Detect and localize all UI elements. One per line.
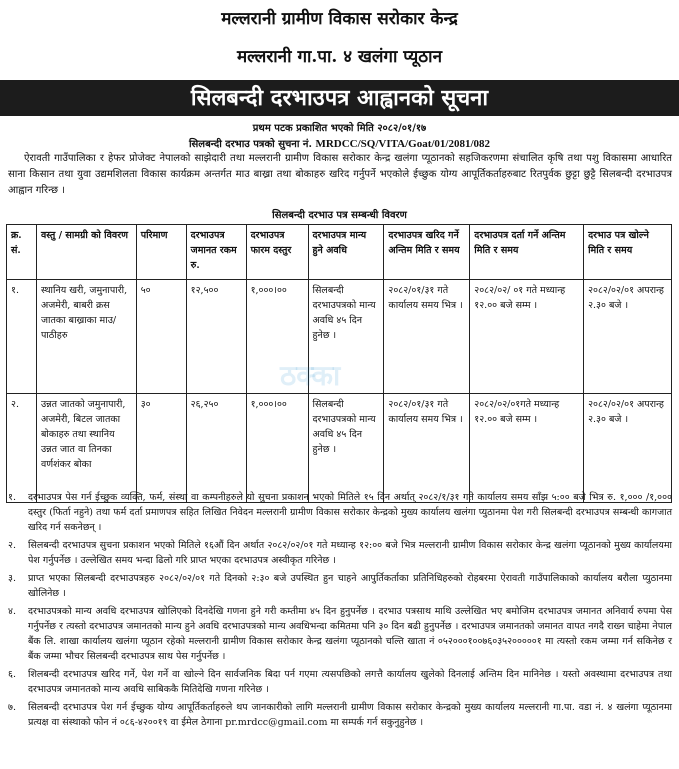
header-bid-bond: दरभाउपत्र जमानत रकम रु.: [186, 225, 246, 280]
notice-title-banner: सिलबन्दी दरभाउपत्र आह्वानको सूचना: [0, 80, 679, 116]
header-item: वस्तु / सामग्री को विवरण: [36, 225, 136, 280]
cell-opening-date: २०८२/०२/०१ अपरान्ह २.३० बजे ।: [584, 394, 672, 503]
note-number: ३.: [8, 573, 16, 584]
table-title: सिलबन्दी दरभाउ पत्र सम्बन्धी विवरण: [272, 210, 407, 221]
cell-form-fee: १,०००।००: [246, 394, 308, 503]
note-text: सिलबन्दी दरभाउपत्र सुचना प्रकाशन भएको मितिले १६औं दिन अर्थात २०८२/०२/०१ गते मध्यान्ह १२:०० बजे भित्र मल्लरानी ग्रामीण विकास सरोकार केन्द्र खलंगा प्यूठानको मुख्य कार्यालयमा पेश गर्नुपर्नेछ । उल्लेखित समय भन्दा ढिलो गरि प्राप्त भएका दरभाउपत्र अस्वीकृत गरिनेछ ।: [28, 540, 672, 566]
note-text: दरभाउपत्रको मान्य अवधि दरभाउपत्र खोलिएको दिनदेखि गणना हुने गरी कम्तीमा ४५ दिन हुनुपर्नेछ । दरभाउ पत्रसाथ माथि उल्लेखित भए बमोजिम दरभाउपत्र जमानत अनिवार्य रुपमा पेस गर्नुपर्नेछ र त्यस्तो दरभाउपत्र जमानतको मान्य हुने अवधि दरभाउपत्रको मान्य अवधिभन्दा कमितमा पनि ३० दिन बढी हुनुपर्नेछ । दरभाउपत्र जमानतको जमानत वापत नगदै राख्न चाहेमा नेपाल बैंक लि. शाखा कार्यालय खलंगा प्यूठान रहेको मल्लरानी ग्रामीण विकास सरोकार केन्द्र खलंगा प्यूठानको चल्ति खाता नं ०५२०००१००७६०३५२०००००१ मा त्यस्तो रकम जम्मा गर्न सकिनेछ र बैंक जम्मा भौचर सिलबन्दी दरभाउपत्र साथ पेस गर्नुपर्नेछ ।: [28, 606, 672, 662]
header-form-fee: दरभाउपत्र फारम दस्तुर: [246, 225, 308, 280]
cell-form-fee: १,०००।००: [246, 280, 308, 394]
cell-purchase-deadline: २०८२/०१/३१ गते कार्यालय समय भित्र ।: [384, 280, 470, 394]
cell-submission-deadline: २०८२/०२/०१गते मध्यान्ह १२.०० बजे सम्म ।: [470, 394, 584, 503]
cell-quantity: ३०: [136, 394, 186, 503]
list-item: [8, 700, 672, 730]
cell-purchase-deadline: २०८२/०१/३१ गते कार्यालय समय भित्र ।: [384, 394, 470, 503]
cell-validity: सिलबन्दी दरभाउपत्रको मान्य अवधि ४५ दिन हुनेछ ।: [308, 394, 384, 503]
header-purchase-deadline: दरभाउपत्र खरिद गर्ने अन्तिम मिति र समय: [384, 225, 470, 280]
table-row: [7, 394, 672, 503]
organization-address: मल्लरानी गा.पा. ४ खलंगा प्यूठान: [236, 47, 443, 67]
note-text: शिलबन्दी दरभाउपत्र खरिद गर्ने, पेश गर्ने वा खोल्ने दिन सार्वजनिक बिदा पर्न गएमा त्यसपछिको लगत्तै कार्यालय खुलेको दिनलाई अन्तिम दिन मानिनेछ । यस्तो अवस्थामा दरभाउपत्र तथा दरभाउपत्र जमानतको मान्य अवधि साबिककै मितिदेखि गणना गरिनेछ ।: [28, 669, 672, 695]
reference-code: MRDCC/SQ/VITA/Goat/01/2081/082: [315, 138, 491, 150]
cell-item: स्थानिय खरी, जमुनापारी, अजमेरी, बाबरी क्रस जातका बाख्राका माउ/पाठीहरु: [36, 280, 136, 394]
list-item: [8, 571, 672, 601]
watermark-text: ठक्का: [280, 359, 341, 392]
cell-quantity: ५०: [136, 280, 186, 394]
cell-submission-deadline: २०८२/०२/ ०१ गते मध्यान्ह १२.०० बजे सम्म ।: [470, 280, 584, 394]
organization-name: मल्लरानी ग्रामीण विकास सरोकार केन्द्र: [221, 9, 458, 29]
publication-date: प्रथम पटक प्रकाशित भएको मिति २०८२/०१/१७: [252, 123, 427, 134]
cell-bid-bond: १२,५००: [186, 280, 246, 394]
note-text: सिलबन्दी दरभाउपत्र पेश गर्न ईच्छुक योग्य आपूर्तिकर्ताहरुले थप जानकारीको लागि मल्लरानी ग्रामीण विकास सरोकार केन्द्रको मुख्य कार्यालय मल्लरानी गा.पा. वडा नं. ४ खलंगा प्यूठानमा प्रत्यक्ष वा संस्थाको फोन नं ०८६-४२००१९ वा ईमेल ठेगाना pr.mrdcc@gmail.com मा सम्पर्क गर्न सकुनुहुनेछ ।: [28, 702, 672, 728]
cell-bid-bond: २६,२५०: [186, 394, 246, 503]
notes-list: [8, 490, 672, 733]
cell-sn: २.: [7, 394, 37, 503]
note-number: १.: [8, 492, 16, 503]
list-item: [8, 538, 672, 568]
list-item: [8, 604, 672, 664]
reference-label: सिलबन्दी दरभाउ पत्रको सुचना नं.: [188, 139, 312, 150]
header-validity: दरभाउपत्र मान्य हुने अवधि: [308, 225, 384, 280]
note-number: ४.: [8, 606, 16, 617]
header-quantity: परिमाण: [136, 225, 186, 280]
cell-item: उन्नत जातको जमुनापारी, अजमेरी, बिटल जातका बोकाहरु तथा स्थानिय उन्नत जात वा तिनका वर्णशंकर बोका: [36, 394, 136, 503]
table-header-row: [7, 225, 672, 280]
note-text: दरभाउपत्र पेस गर्न ईच्छुक व्यक्ति, फर्म, संस्था वा कम्पनीहरुले यो सुचना प्रकाशन भएको मितिले १५ दिन अर्थात् २०८२/१/३१ गते कार्यालय समय साँझ ५:०० बजे भित्र रु. १,००० /१,००० दस्तुर (फिर्ता नहुने) तथा फर्म दर्ता प्रमाणपत्र सहित लिखित निवेदन मल्लरानी ग्रामीण विकास सरोकार केन्द्रको मुख्य कार्यालय खलंगा प्युठानमा पेश गरी सिलबन्दी दरभाउपत्र सम्बन्धी कागजात खरिद गर्न सकनेछन् ।: [28, 492, 672, 533]
note-number: २.: [8, 540, 16, 551]
header-submission-deadline: दरभाउपत्र दर्ता गर्ने अन्तिम मिति र समय: [470, 225, 584, 280]
list-item: [8, 667, 672, 697]
header-opening-date: दरभाउ पत्र खोल्ने मिति र समय: [584, 225, 672, 280]
cell-validity: सिलबन्दी दरभाउपत्रको मान्य अवधि ४५ दिन हुनेछ ।: [308, 280, 384, 394]
note-number: ७.: [8, 702, 16, 713]
cell-opening-date: २०८२/०२/०१ अपरान्ह २.३० बजे ।: [584, 280, 672, 394]
note-number: ६.: [8, 669, 16, 680]
cell-sn: १.: [7, 280, 37, 394]
intro-paragraph: ऐरावती गाउँपालिका र हेफर प्रोजेक्ट नेपालको साझेदारी तथा मल्लरानी ग्रामीण विकास सरोकार केन्द्र खलंगा प्यूठानको सहजिकरणमा संचालित कृषि तथा पशु विकासमा आधारित साना किसान तथा युवा उद्यमशिलता विकास कार्यक्रम अन्तर्गत माउ बाख्रा तथा बोकाहरु खरिद गर्नुपर्ने भएकोले ईच्छुक योग्य आपूर्तिकर्ताहरुबाट रितपुर्वक छुट्टा छुट्टै सिलबन्दी दरभाउपत्र आह्वान गरिन्छ ।: [8, 153, 672, 196]
header-sn: क्र. सं.: [7, 225, 37, 280]
note-text: प्राप्त भएका सिलबन्दी दरभाउपत्रहरु २०८२/०२/०१ गते दिनको २:३० बजे उपस्थित हुन चाहने आपुर्तिकर्ताका प्रतिनिधिहरुको रोहबरमा ऐरावती गाउँपालिकाको कार्यालय बरौला प्युठानमा खोलिनेछ ।: [28, 573, 672, 599]
list-item: [8, 490, 672, 535]
reference-line: [0, 136, 679, 150]
